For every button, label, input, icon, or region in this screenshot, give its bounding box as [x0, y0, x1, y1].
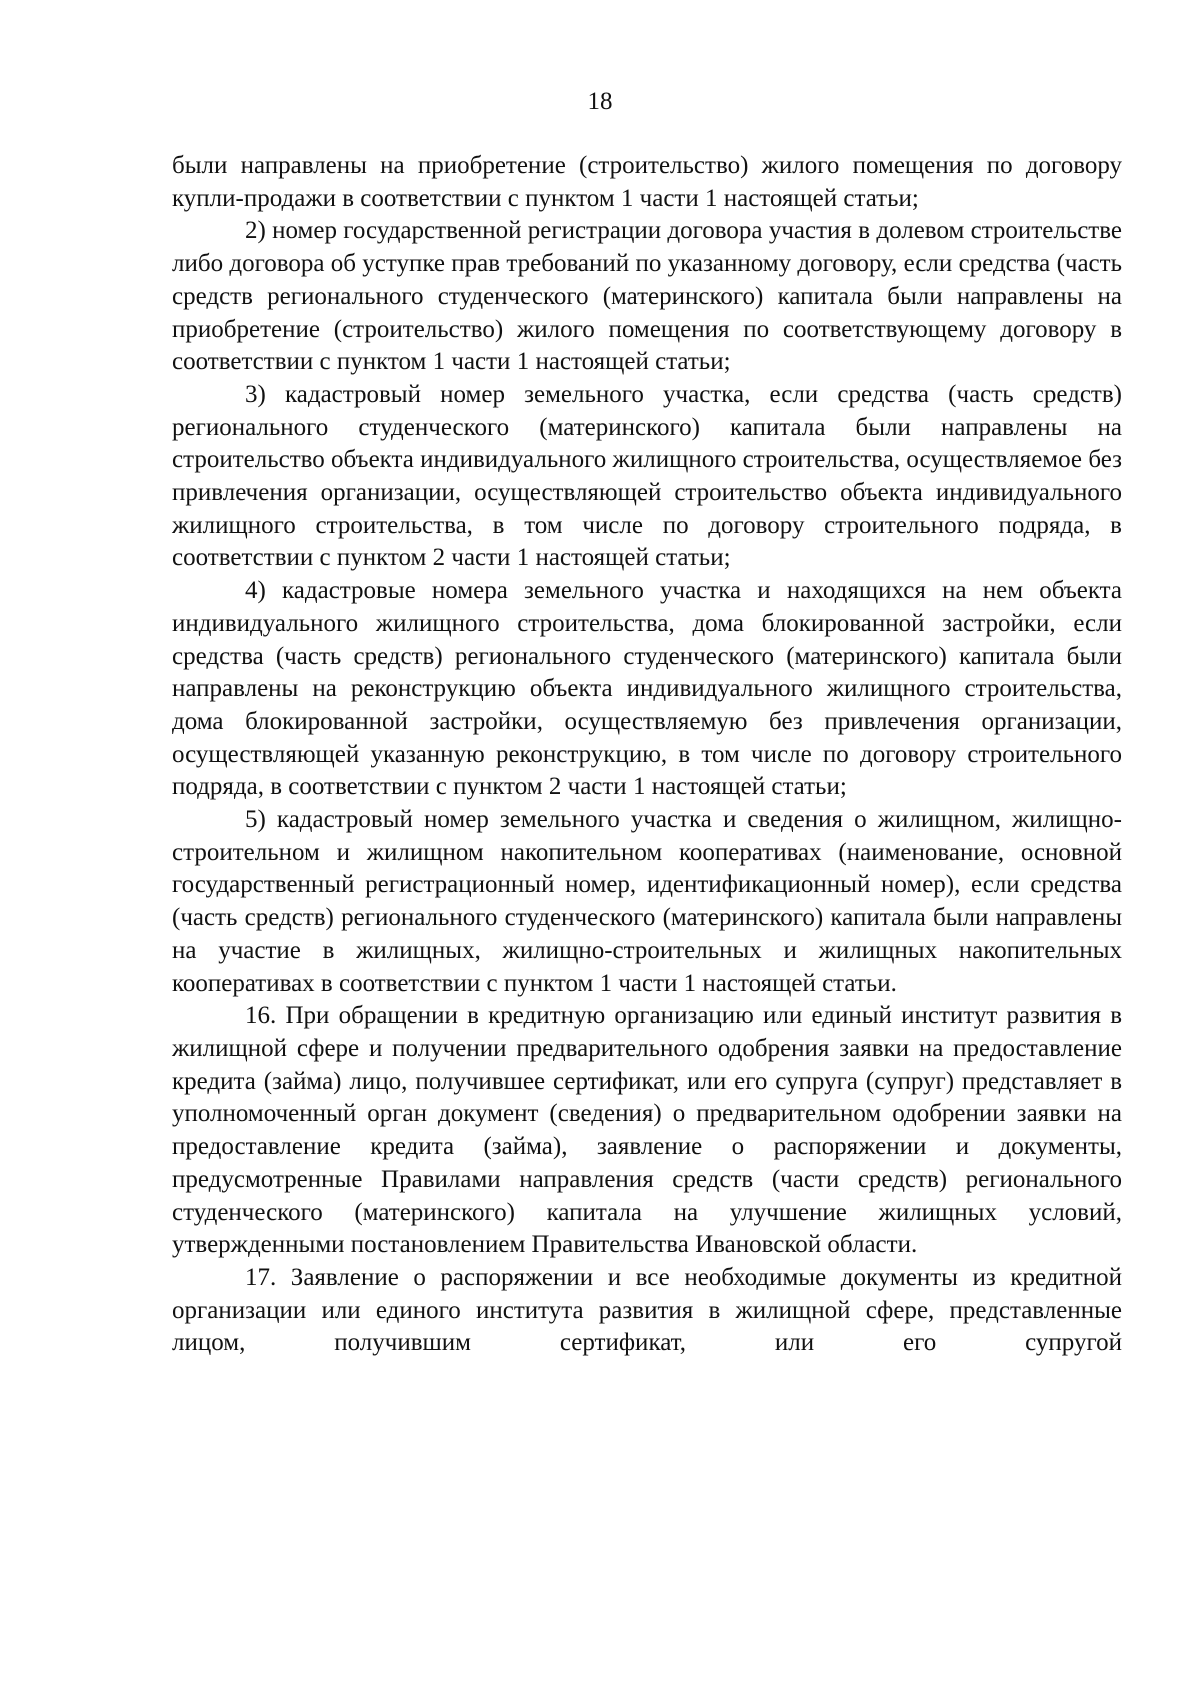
paragraph-item-2: 2) номер государственной регистрации договора участия в долевом строительстве либо договора об уступке прав требований по указанному договору, если средства (часть средств регионального студенческого (материнского) капитала были направлены на приобретение (строительство) жилого помещения по соответствующему договору в соответствии с пунктом 1 части 1 настоящей статьи; — [172, 217, 1122, 376]
paragraph-continuation: были направлены на приобретение (строительство) жилого помещения по договору купли-продажи в соответствии с пунктом 1 части 1 настоящей статьи; — [172, 152, 1122, 212]
paragraph-item-5: 5) кадастровый номер земельного участка и сведения о жилищном, жилищно-строительном и жилищном накопительном кооперативах (наименование, основной государственный регистрационный номер, идентификационный номер), если средства (часть средств) регионального студенческого (материнского) капитала были направлены на участие в жилищных, жилищно-строительных и жилищных накопительных кооперативах в соответствии с пунктом 1 части 1 настоящей статьи. — [172, 806, 1122, 997]
paragraph-item-3: 3) кадастровый номер земельного участка, если средства (часть средств) регионального студенческого (материнского) капитала были направлены на строительство объекта индивидуального жилищного строительства, осуществляемое без привлечения организации, осуществляющей строительство объекта индивидуального жилищного строительства, в том числе по договору строительного подряда, в соответствии с пунктом 2 части 1 настоящей статьи; — [172, 380, 1122, 572]
page-number: 18 — [587, 88, 613, 115]
paragraph-item-4: 4) кадастровые номера земельного участка и находящихся на нем объекта индивидуального жилищного строительства, дома блокированной застройки, если средства (часть средств) регионального студенческого (материнского) капитала были направлены на реконструкцию объекта индивидуального жилищного строительства, дома блокированной застройки, осуществляемую без привлечения организации, осуществляющей указанную реконструкцию, в том числе по договору строительного подряда, в соответствии с пунктом 2 части 1 настоящей статьи; — [172, 577, 1122, 801]
paragraph-clause-17: 17. Заявление о распоряжении и все необходимые документы из кредитной организации или единого института развития в жилищной сфере, представленные лицом, получившим сертификат, или его супругой — [172, 1263, 1122, 1357]
document-body — [172, 150, 1122, 1360]
paragraph-clause-16: 16. При обращении в кредитную организацию или единый институт развития в жилищной сфере и получении предварительного одобрения заявки на предоставление кредита (займа) лицо, получившее сертификат, или его супруга (супруг) представляет в уполномоченный орган документ (сведения) о предварительном одобрении заявки на предоставление кредита (займа), заявление о распоряжении и документы, предусмотренные Правилами направления средств (части средств) регионального студенческого (материнского) капитала на улучшение жилищных условий, утвержденными постановлением Правительства Ивановской области. — [172, 1002, 1122, 1259]
